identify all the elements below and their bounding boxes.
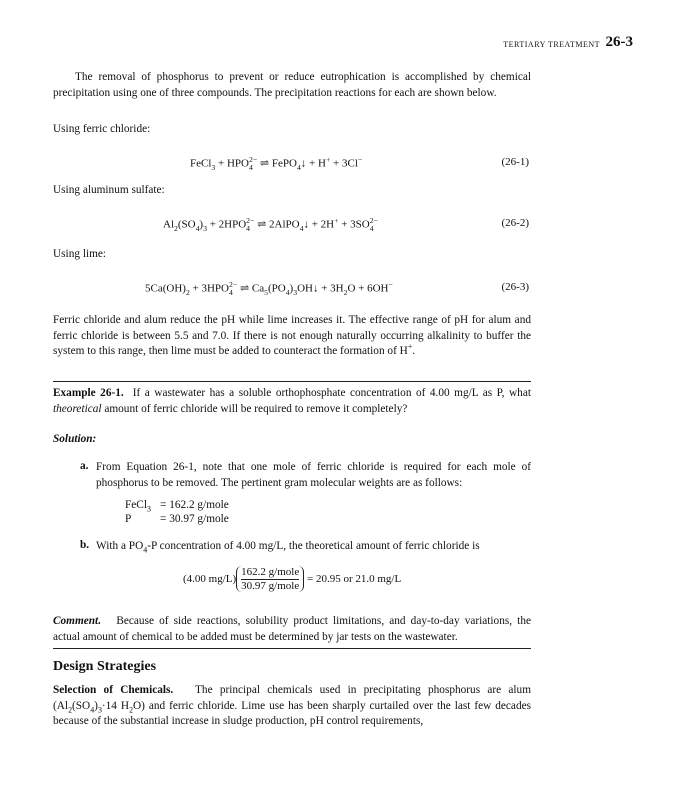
page-number: 26-3 xyxy=(605,34,633,50)
comment-text: Because of side reactions, solubility product limitations, and day-to-day variations, the actual amount of chemical to be added must be determined by jar tests on the wastewater. xyxy=(53,615,531,643)
equation-26-3: $5Ca(OH)_2 + 3HPO$ 2− 4 ⇌ $Ca_5(PO_4)_3OH↓ + 3H_2O + 6OH^-$ xyxy=(145,280,393,297)
calc-numerator: 162.2 g/mole xyxy=(241,566,300,578)
equation-number-26-3: (26-3) xyxy=(501,281,529,293)
mw-phosphorus-label: P xyxy=(125,513,132,525)
example-top-rule xyxy=(53,381,531,382)
equation-number-26-2: (26-2) xyxy=(501,217,529,229)
calc-denominator: 30.97 g/mole xyxy=(241,580,300,592)
selection-subhead: Selection of Chemicals. xyxy=(53,684,174,696)
ph-paragraph: Ferric chloride and alum reduce the pH while lime increases it. The effective range of pH for alum and ferric chloride is between 5.5 and 7.0. If there is not enough naturally occurring alkalinity to buffer the system to this range, then lime must be added to counteract the formation of H+. xyxy=(53,314,531,357)
equation-number-26-1: (26-1) xyxy=(501,156,529,168)
selection-paragraph: Selection of Chemicals. The principal chemicals used in precipitating phosphorus are alum ($Al_2(SO_4)_3\cdot 14$ $H_2O$) and ferric chloride. Lime use has been sharply curtailed over the last few decades because of the substantial increase in sludge production, pH control requirements, xyxy=(53,684,531,727)
mw-ferric-chloride-label: FeCl$_3$ xyxy=(125,499,151,514)
ph-paragraph-text: Ferric chloride and alum reduce the pH while lime increases it. The effective range of pH for alum and ferric chloride is between 5.5 and 7.0. If there is not enough naturally occurring alkalinity to buffer the system to this range, then lime must be added to counteract the formation of H xyxy=(53,314,531,357)
mw-phosphorus-value: = 30.97 g/mole xyxy=(160,513,229,525)
example-text-a: If a wastewater has a soluble orthophosphate concentration of 4.00 mg/L as P, what xyxy=(132,387,531,399)
label-aluminum-sulfate: Using aluminum sulfate: xyxy=(53,184,165,196)
calc-result: = 20.95 or 21.0 mg/L xyxy=(306,573,402,585)
step-a-text: From Equation 26-1, note that one mole of ferric chloride is required for each mole of phosphorus to be removed. The pertinent gram molecular weights are as follows: xyxy=(96,461,531,489)
comment-paragraph xyxy=(53,614,531,645)
step-b-letter: b. xyxy=(80,539,90,551)
mw-ferric-chloride-value: = 162.2 g/mole xyxy=(160,499,229,511)
intro-paragraph: The removal of phosphorus to prevent or reduce eutrophication is accomplished by chemical precipitation using one of three compounds. The precipitation reactions for each are shown below. xyxy=(53,71,531,99)
label-ferric-chloride: Using ferric chloride: xyxy=(53,123,151,135)
design-strategies-heading: Design Strategies xyxy=(53,659,157,674)
step-a-letter: a. xyxy=(80,460,89,472)
example-text-b: amount of ferric chloride will be required to remove it completely? xyxy=(101,402,408,415)
example-text-emphasis: theoretical xyxy=(53,402,102,415)
equation-26-1: FeCl$_3$ + HPO 2− 4 ⇌ FePO$_4$↓ + H+ + 3Cl− xyxy=(190,155,363,172)
ferric-chloride-calculation xyxy=(183,566,401,592)
example-title: Example 26-1. xyxy=(53,387,124,399)
example-26-1 xyxy=(53,386,531,417)
step-b-text: With a $PO_4-P$ concentration of 4.00 mg/L, the theoretical amount of ferric chloride is xyxy=(96,540,480,555)
comment-label: Comment. xyxy=(53,615,102,627)
running-header-title: TERTIARY TREATMENT xyxy=(503,40,600,49)
label-lime: Using lime: xyxy=(53,248,107,260)
equation-26-2: $Al_2(SO_4)_3 + 2HPO$ 2− 4 ⇌ 2AlPO$_4$↓ + 2H+ + 3SO 2− 4 xyxy=(163,216,378,233)
calc-lhs: (4.00 mg/L) xyxy=(183,573,237,585)
calc-fraction xyxy=(236,566,304,592)
solution-label: Solution: xyxy=(53,433,97,445)
example-bottom-rule xyxy=(53,648,531,649)
